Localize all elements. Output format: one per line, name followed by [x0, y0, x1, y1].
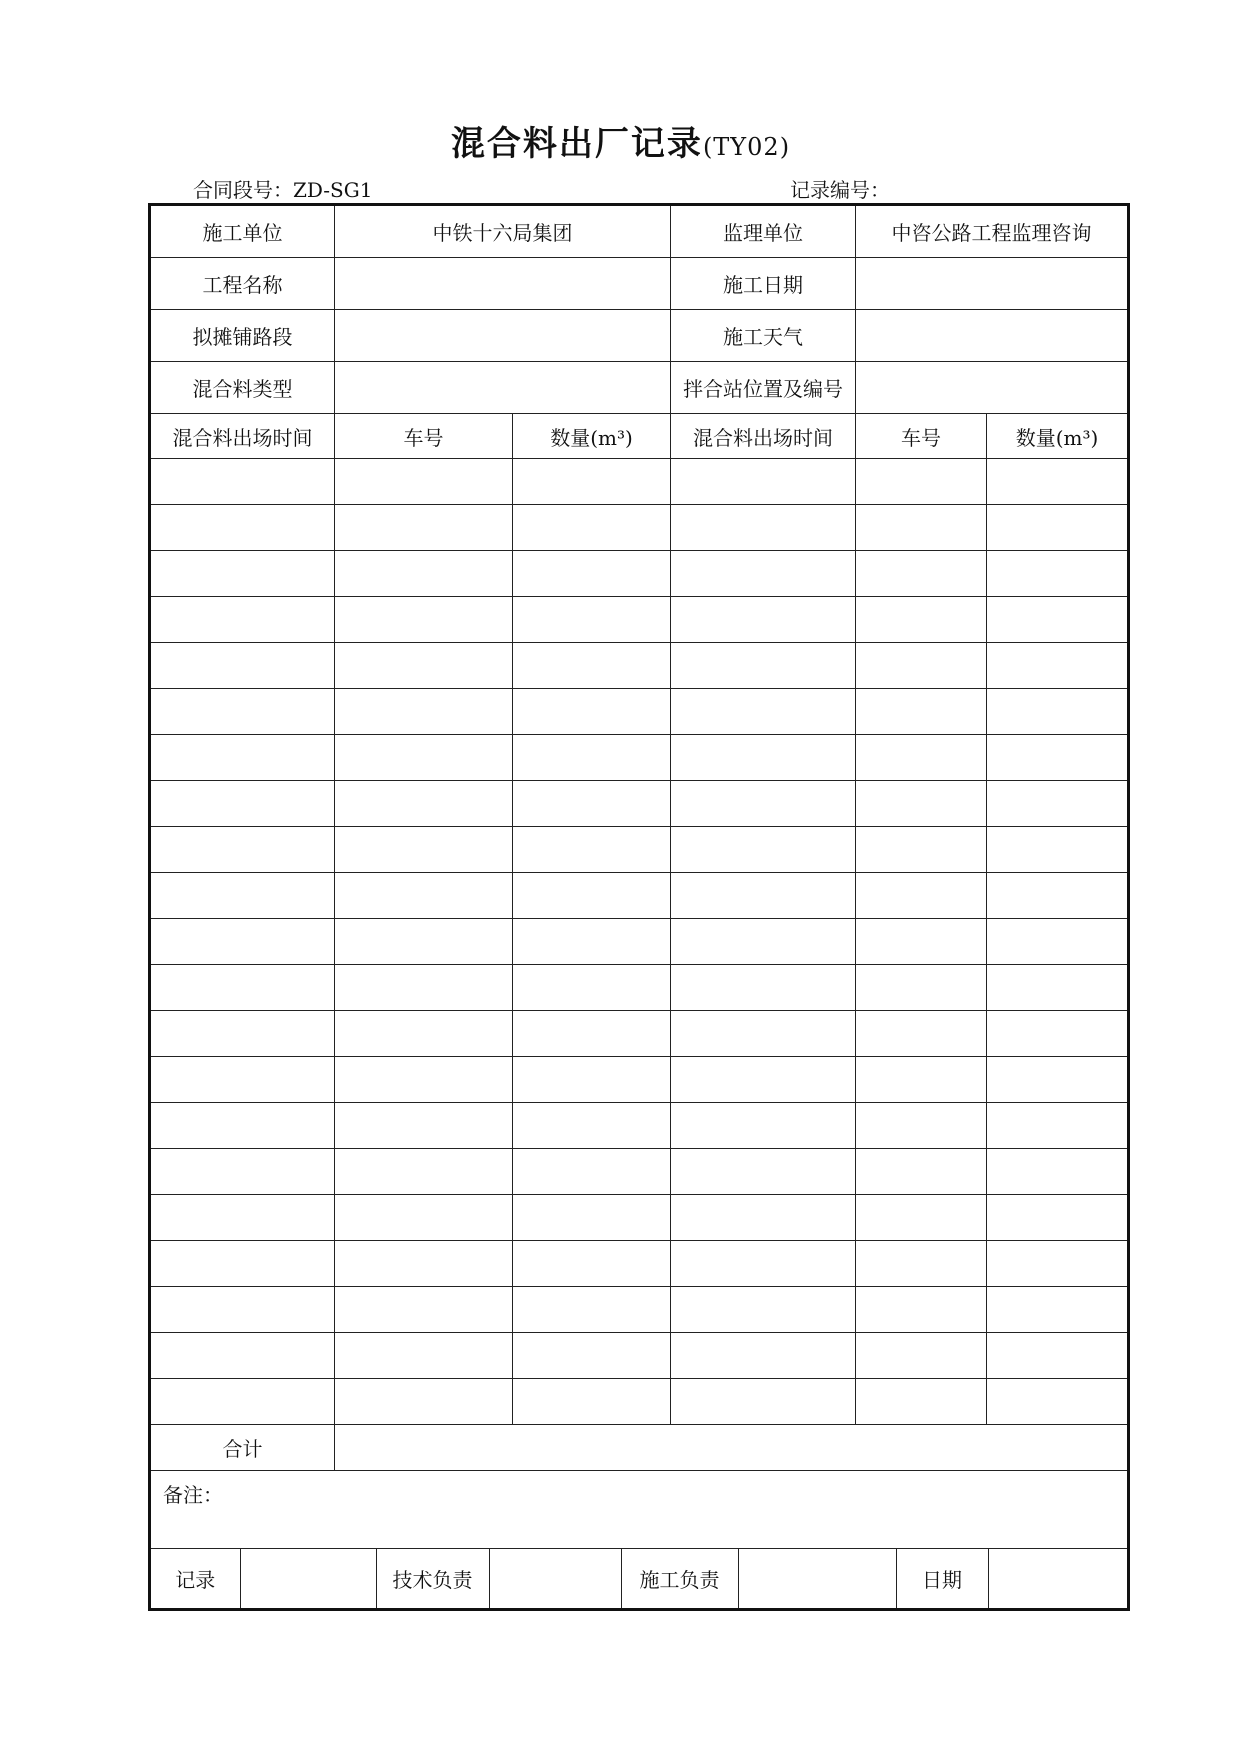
construction-unit-label: 施工单位	[150, 205, 335, 258]
exit-time-cell[interactable]	[671, 1011, 856, 1057]
exit-time-cell[interactable]	[150, 551, 335, 597]
weather-label: 施工天气	[671, 310, 856, 362]
quantity-cell[interactable]	[513, 689, 671, 735]
table-row	[150, 919, 1129, 965]
table-row	[150, 643, 1129, 689]
truck-no-cell[interactable]	[335, 1333, 513, 1379]
exit-time-cell[interactable]	[671, 919, 856, 965]
project-name-value[interactable]	[335, 258, 671, 310]
quantity-cell[interactable]	[513, 919, 671, 965]
quantity-cell[interactable]	[987, 459, 1129, 505]
exit-time-cell[interactable]	[671, 965, 856, 1011]
exit-time-cell[interactable]	[150, 1057, 335, 1103]
quantity-cell[interactable]	[987, 505, 1129, 551]
column-header-row	[150, 414, 1129, 459]
total-row	[150, 1425, 1129, 1471]
contract-section-label: 合同段号：ZD-SG1	[193, 178, 373, 202]
truck-no-cell[interactable]	[335, 1195, 513, 1241]
date-field[interactable]	[988, 1549, 1129, 1608]
remarks-label: 备注：	[163, 1483, 223, 1507]
remarks-row	[150, 1471, 1129, 1549]
table-row	[150, 689, 1129, 735]
quantity-cell[interactable]	[987, 1195, 1129, 1241]
quantity-cell[interactable]	[987, 1287, 1129, 1333]
truck-no-cell[interactable]	[856, 1379, 987, 1425]
page-title	[0, 116, 1241, 165]
exit-time-cell[interactable]	[150, 1011, 335, 1057]
column-header-truck-no: 车号	[335, 414, 513, 459]
table-row	[150, 1287, 1129, 1333]
quantity-cell[interactable]	[987, 597, 1129, 643]
truck-no-cell[interactable]	[335, 1103, 513, 1149]
quantity-cell[interactable]	[987, 1379, 1129, 1425]
truck-no-cell[interactable]	[856, 1287, 987, 1333]
exit-time-cell[interactable]	[671, 873, 856, 919]
plant-location-value[interactable]	[856, 362, 1129, 414]
record-signature-label: 记录	[151, 1549, 240, 1608]
truck-no-cell[interactable]	[856, 597, 987, 643]
mix-type-label: 混合料类型	[150, 362, 335, 414]
project-name-label: 工程名称	[150, 258, 335, 310]
quantity-cell[interactable]	[987, 1103, 1129, 1149]
truck-no-cell[interactable]	[335, 1241, 513, 1287]
quantity-cell[interactable]	[987, 689, 1129, 735]
truck-no-cell[interactable]	[335, 781, 513, 827]
table-row	[150, 505, 1129, 551]
table-row	[150, 1379, 1129, 1425]
truck-no-cell[interactable]	[335, 919, 513, 965]
quantity-cell[interactable]	[513, 1287, 671, 1333]
total-label: 合计	[150, 1425, 335, 1471]
exit-time-cell[interactable]	[150, 1287, 335, 1333]
signature-row	[150, 1549, 1129, 1610]
quantity-cell[interactable]	[987, 919, 1129, 965]
construction-lead-signature-field[interactable]	[738, 1549, 896, 1608]
quantity-cell[interactable]	[987, 873, 1129, 919]
truck-no-cell[interactable]	[335, 551, 513, 597]
truck-no-cell[interactable]	[856, 1011, 987, 1057]
table-row	[150, 827, 1129, 873]
exit-time-cell[interactable]	[671, 781, 856, 827]
truck-no-cell[interactable]	[856, 551, 987, 597]
date-label: 日期	[896, 1549, 988, 1608]
exit-time-cell[interactable]	[150, 1379, 335, 1425]
quantity-cell[interactable]	[513, 1011, 671, 1057]
truck-no-cell[interactable]	[856, 1103, 987, 1149]
truck-no-cell[interactable]	[335, 1287, 513, 1333]
paving-section-value[interactable]	[335, 310, 671, 362]
quantity-cell[interactable]	[513, 1103, 671, 1149]
exit-time-cell[interactable]	[150, 873, 335, 919]
table-row	[150, 965, 1129, 1011]
truck-no-cell[interactable]	[856, 1333, 987, 1379]
table-row	[150, 1103, 1129, 1149]
quantity-cell[interactable]	[513, 1379, 671, 1425]
quantity-cell[interactable]	[513, 827, 671, 873]
exit-time-cell[interactable]	[150, 505, 335, 551]
truck-no-cell[interactable]	[856, 873, 987, 919]
exit-time-cell[interactable]	[671, 1333, 856, 1379]
record-signature-field[interactable]	[240, 1549, 376, 1608]
construction-date-label: 施工日期	[671, 258, 856, 310]
truck-no-cell[interactable]	[335, 873, 513, 919]
exit-time-cell[interactable]	[671, 551, 856, 597]
quantity-cell[interactable]	[513, 1333, 671, 1379]
weather-value[interactable]	[856, 310, 1129, 362]
truck-no-cell[interactable]	[856, 643, 987, 689]
exit-time-cell[interactable]	[671, 1379, 856, 1425]
quantity-cell[interactable]	[987, 781, 1129, 827]
exit-time-cell[interactable]	[671, 827, 856, 873]
truck-no-cell[interactable]	[856, 781, 987, 827]
mix-dispatch-form	[148, 203, 1130, 1611]
exit-time-cell[interactable]	[671, 643, 856, 689]
exit-time-cell[interactable]	[671, 1149, 856, 1195]
tech-lead-signature-label: 技术负责	[376, 1549, 489, 1608]
quantity-cell[interactable]	[513, 1057, 671, 1103]
truck-no-cell[interactable]	[856, 919, 987, 965]
truck-no-cell[interactable]	[335, 1011, 513, 1057]
exit-time-cell[interactable]	[671, 505, 856, 551]
quantity-cell[interactable]	[987, 965, 1129, 1011]
quantity-cell[interactable]	[513, 965, 671, 1011]
column-header-truck-no: 车号	[856, 414, 987, 459]
table-row	[150, 1057, 1129, 1103]
table-row	[150, 873, 1129, 919]
exit-time-cell[interactable]	[150, 1149, 335, 1195]
exit-time-cell[interactable]	[150, 459, 335, 505]
quantity-cell[interactable]	[513, 551, 671, 597]
exit-time-cell[interactable]	[150, 597, 335, 643]
truck-no-cell[interactable]	[335, 827, 513, 873]
table-row	[150, 1333, 1129, 1379]
exit-time-cell[interactable]	[671, 1241, 856, 1287]
truck-no-cell[interactable]	[856, 1195, 987, 1241]
truck-no-cell[interactable]	[856, 1241, 987, 1287]
table-row	[150, 1011, 1129, 1057]
truck-no-cell[interactable]	[335, 1379, 513, 1425]
info-row-project	[150, 258, 1129, 310]
exit-time-cell[interactable]	[150, 1333, 335, 1379]
exit-time-cell[interactable]	[671, 1057, 856, 1103]
quantity-cell[interactable]	[513, 1149, 671, 1195]
truck-no-cell[interactable]	[856, 1057, 987, 1103]
total-value[interactable]	[335, 1425, 1129, 1471]
quantity-cell[interactable]	[513, 459, 671, 505]
quantity-cell[interactable]	[987, 1011, 1129, 1057]
tech-lead-signature-field[interactable]	[489, 1549, 621, 1608]
truck-no-cell[interactable]	[856, 1149, 987, 1195]
quantity-cell[interactable]	[987, 1057, 1129, 1103]
exit-time-cell[interactable]	[671, 597, 856, 643]
exit-time-cell[interactable]	[671, 689, 856, 735]
truck-no-cell[interactable]	[335, 689, 513, 735]
quantity-cell[interactable]	[513, 1241, 671, 1287]
construction-lead-signature-label: 施工负责	[621, 1549, 738, 1608]
exit-time-cell[interactable]	[150, 827, 335, 873]
paving-section-label: 拟摊铺路段	[150, 310, 335, 362]
quantity-cell[interactable]	[513, 1195, 671, 1241]
construction-date-value[interactable]	[856, 258, 1129, 310]
table-row	[150, 1241, 1129, 1287]
info-row-section	[150, 310, 1129, 362]
truck-no-cell[interactable]	[856, 505, 987, 551]
title-text: 混合料出厂记录	[450, 124, 703, 164]
quantity-cell[interactable]	[513, 505, 671, 551]
supervision-unit-value[interactable]: 中咨公路工程监理咨询	[856, 205, 1129, 258]
quantity-cell[interactable]	[987, 1149, 1129, 1195]
exit-time-cell[interactable]	[671, 459, 856, 505]
table-row	[150, 1195, 1129, 1241]
signature-table	[151, 1549, 1129, 1608]
truck-no-cell[interactable]	[856, 689, 987, 735]
truck-no-cell[interactable]	[335, 965, 513, 1011]
supervision-unit-label: 监理单位	[671, 205, 856, 258]
truck-no-cell[interactable]	[335, 505, 513, 551]
table-row	[150, 1149, 1129, 1195]
exit-time-cell[interactable]	[671, 735, 856, 781]
exit-time-cell[interactable]	[150, 919, 335, 965]
truck-no-cell[interactable]	[856, 459, 987, 505]
exit-time-cell[interactable]	[150, 965, 335, 1011]
exit-time-cell[interactable]	[150, 735, 335, 781]
exit-time-cell[interactable]	[150, 1195, 335, 1241]
remarks-field[interactable]	[150, 1471, 1129, 1549]
info-row-mix	[150, 362, 1129, 414]
construction-unit-value[interactable]: 中铁十六局集团	[335, 205, 671, 258]
column-header-exit-time: 混合料出场时间	[150, 414, 335, 459]
exit-time-cell[interactable]	[671, 1287, 856, 1333]
quantity-cell[interactable]	[987, 827, 1129, 873]
exit-time-cell[interactable]	[150, 781, 335, 827]
truck-no-cell[interactable]	[335, 643, 513, 689]
quantity-cell[interactable]	[513, 735, 671, 781]
info-row-unit	[150, 205, 1129, 258]
signature-cell	[150, 1549, 1129, 1610]
column-header-exit-time: 混合料出场时间	[671, 414, 856, 459]
truck-no-cell[interactable]	[856, 965, 987, 1011]
truck-no-cell[interactable]	[335, 735, 513, 781]
quantity-cell[interactable]	[987, 643, 1129, 689]
truck-no-cell[interactable]	[856, 735, 987, 781]
truck-no-cell[interactable]	[335, 597, 513, 643]
quantity-cell[interactable]	[513, 781, 671, 827]
quantity-cell[interactable]	[987, 1241, 1129, 1287]
exit-time-cell[interactable]	[150, 689, 335, 735]
table-row	[150, 781, 1129, 827]
quantity-cell[interactable]	[987, 1333, 1129, 1379]
title-code: (TY02)	[702, 133, 791, 161]
exit-time-cell[interactable]	[150, 1103, 335, 1149]
table-row	[150, 597, 1129, 643]
quantity-cell[interactable]	[987, 735, 1129, 781]
mix-type-value[interactable]	[335, 362, 671, 414]
exit-time-cell[interactable]	[150, 643, 335, 689]
column-header-quantity: 数量(m³)	[987, 414, 1129, 459]
table-row	[150, 735, 1129, 781]
table-row	[150, 459, 1129, 505]
record-number-label: 记录编号：	[790, 178, 890, 202]
exit-time-cell[interactable]	[671, 1195, 856, 1241]
exit-time-cell[interactable]	[150, 1241, 335, 1287]
truck-no-cell[interactable]	[335, 1149, 513, 1195]
table-row	[150, 551, 1129, 597]
truck-no-cell[interactable]	[856, 827, 987, 873]
quantity-cell[interactable]	[513, 643, 671, 689]
column-header-quantity: 数量(m³)	[513, 414, 671, 459]
quantity-cell[interactable]	[987, 551, 1129, 597]
truck-no-cell[interactable]	[335, 1057, 513, 1103]
quantity-cell[interactable]	[513, 597, 671, 643]
exit-time-cell[interactable]	[671, 1103, 856, 1149]
quantity-cell[interactable]	[513, 873, 671, 919]
truck-no-cell[interactable]	[335, 459, 513, 505]
plant-location-label: 拌合站位置及编号	[671, 362, 856, 414]
